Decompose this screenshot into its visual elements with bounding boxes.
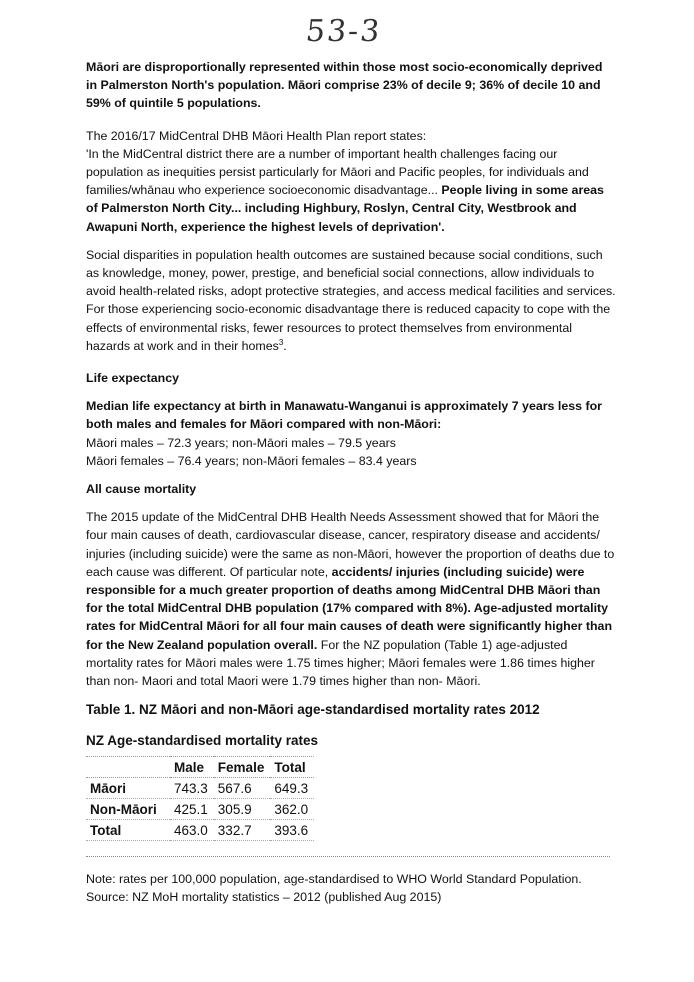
- social-disparities-paragraph: [86, 246, 616, 355]
- life-expectancy-males: Māori males – 72.3 years; non-Māori males – 79.5 years: [86, 435, 396, 450]
- health-plan-intro: The 2016/17 MidCentral DHB Māori Health Plan report states:: [86, 128, 427, 143]
- table-row: [86, 799, 314, 820]
- note-rates: Note: rates per 100,000 population, age-standardised to WHO World Standard Population.: [86, 872, 582, 886]
- health-plan-quote: [86, 145, 616, 236]
- cell-total: 649.3: [270, 778, 314, 799]
- table-subtitle: NZ Age-standardised mortality rates: [86, 733, 319, 749]
- social-disparities-end: .: [283, 338, 287, 353]
- quote-text: 'In the MidCentral district there are a number of important health challenges facing our population as inequities persist particularly for Māori and Pacific peoples, for individuals and families/whānau who experience socioeconomic disadvantage...: [86, 146, 589, 198]
- cell-male: 463.0: [170, 820, 214, 841]
- deprivation-paragraph: Māori are disproportionally represented within those most socio-economically deprived in Palmerston North's population. Māori comprise 23% of decile 9; 36% of decile 10 and 59% of quintile 5 populations.: [86, 60, 603, 111]
- cell-total: 393.6: [270, 820, 314, 841]
- document-body: [86, 58, 616, 841]
- row-label: Total: [86, 820, 170, 841]
- heading-all-cause-mortality: All cause mortality: [86, 482, 197, 497]
- table-header-total: Total: [270, 757, 314, 778]
- handwritten-page-number: 53-3: [304, 14, 384, 49]
- quote-bold-text: People living in some areas of Palmerston North City... including Highbury, Roslyn, Central City, Westbrook and Awapuni North, experience the highest levels of deprivation'.: [86, 183, 604, 234]
- cell-female: 332.7: [214, 820, 271, 841]
- table-header-male: Male: [170, 757, 214, 778]
- mortality-paragraph: [86, 508, 616, 690]
- table-header-female: Female: [214, 757, 271, 778]
- cell-male: 425.1: [170, 799, 214, 820]
- footnote-ref: 3: [278, 337, 284, 347]
- note-source: Source: NZ MoH mortality statistics – 2012 (published Aug 2015): [86, 890, 442, 905]
- cell-male: 743.3: [170, 778, 214, 799]
- mortality-table: [86, 756, 314, 841]
- mortality-text-1: The 2015 update of the MidCentral DHB Health Needs Assessment showed that for Māori the four main causes of death, cardiovascular disease, cancer, respiratory disease and accidents/ injuries (including suicide) were the same as non-Māori, however the proportion of deaths due to each cause was different. Of particular note,: [86, 510, 615, 579]
- social-disparities-text: Social disparities in population health outcomes are sustained because social conditions, such as knowledge, money, power, prestige, and beneficial social connections, allow individuals to avoid health-related risks, adopt protective strategies, and access medical facilities and services. For those experiencing socio-economic disadvantage there is reduced capacity to cope with the effects of environmental risks, fewer resources to protect themselves from environmental hazards at work and in their homes: [86, 247, 616, 353]
- row-label: Non-Māori: [86, 799, 170, 820]
- life-expectancy-females: Māori females – 76.4 years; non-Māori females – 83.4 years: [86, 453, 417, 468]
- table-row: [86, 778, 314, 799]
- divider: [86, 856, 610, 857]
- mortality-text-2: For the NZ population (Table 1) age-adjusted mortality rates for Māori males were 1.75 times higher; Māori females were 1.86 times higher than non- Maori and total Maori were 1.79 times higher than non- Māori.: [86, 637, 595, 689]
- mortality-bold-text: accidents/ injuries (including suicide) were responsible for a much greater proportion of deaths among MidCentral DHB Māori than for the total MidCentral DHB population (17% compared with 8%). Age-adjusted mortality rates for MidCentral Māori for all four main causes of death were significantly higher than for the New Zealand population overall.: [86, 564, 613, 652]
- table-header-blank: [86, 757, 170, 778]
- cell-female: 567.6: [214, 778, 271, 799]
- table-title: Table 1. NZ Māori and non-Māori age-standardised mortality rates 2012: [86, 702, 540, 718]
- table-row: [86, 820, 314, 841]
- notes-block: [86, 870, 616, 906]
- heading-life-expectancy: Life expectancy: [86, 371, 179, 386]
- table-header-row: [86, 757, 314, 778]
- row-label: Māori: [86, 778, 170, 799]
- life-expectancy-summary: Median life expectancy at birth in Manawatu-Wanganui is approximately 7 years less for both males and females for Māori compared with non-Māori:: [86, 399, 602, 432]
- cell-total: 362.0: [270, 799, 314, 820]
- cell-female: 305.9: [214, 799, 271, 820]
